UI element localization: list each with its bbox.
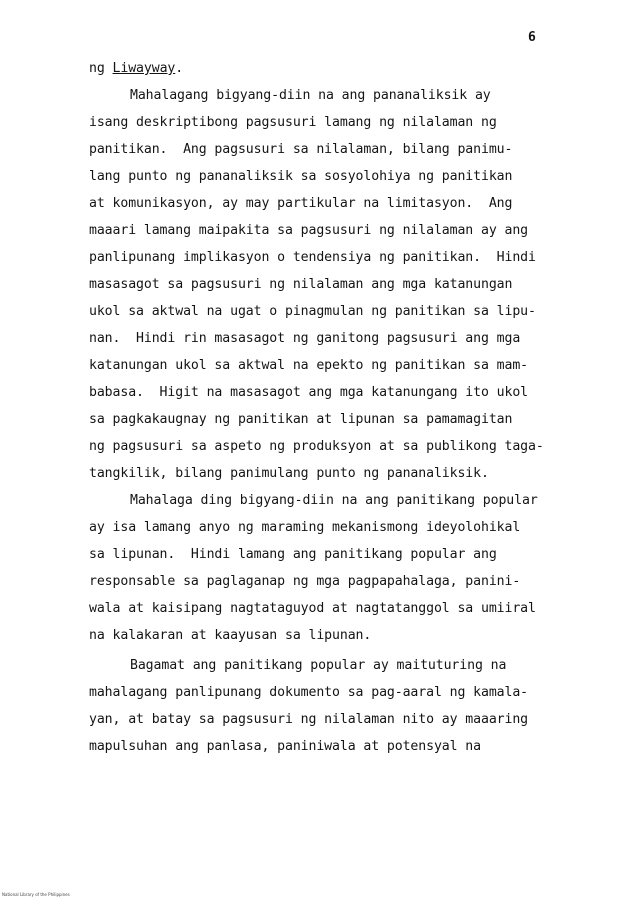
- line-suffix: .: [175, 61, 184, 76]
- text-line: wala at kaisipang nagtataguyod at nagtatanggol sa umiiral: [89, 601, 536, 616]
- text-line: ay isa lamang anyo ng maraming mekanismong ideyolohikal: [89, 520, 521, 535]
- text-line: panitikan. Ang pagsusuri sa nilalaman, bilang panimu-: [89, 142, 513, 157]
- footer-watermark: National Library of the Philippines: [2, 892, 70, 897]
- text-line: Bagamat ang panitikang popular ay maituturing na: [130, 658, 507, 673]
- text-line: isang deskriptibong pagsusuri lamang ng nilalaman ng: [89, 115, 497, 130]
- text-line: sa pagkakaugnay ng panitikan at lipunan sa pamamagitan: [89, 412, 513, 427]
- text-line: masasagot sa pagsusuri ng nilalaman ang mga katanungan: [89, 277, 513, 292]
- text-line: mahalagang panlipunang dokumento sa pag-aaral ng kamala-: [89, 685, 529, 700]
- text-line: panlipunang implikasyon o tendensiya ng panitikan. Hindi: [89, 250, 536, 265]
- text-line: yan, at batay sa pagsusuri ng nilalaman nito ay maaaring: [89, 712, 529, 727]
- text-line: tangkilik, bilang panimulang punto ng pananaliksik.: [89, 466, 489, 481]
- text-line: lang punto ng pananaliksik sa sosyolohiya ng panitikan: [89, 169, 513, 184]
- text-line: na kalakaran at kaayusan sa lipunan.: [89, 628, 372, 643]
- text-line: responsable sa paglaganap ng mga pagpapahalaga, panini-: [89, 574, 521, 589]
- text-line: sa lipunan. Hindi lamang ang panitikang popular ang: [89, 547, 497, 562]
- text-line: maaari lamang maipakita sa pagsusuri ng nilalaman ay ang: [89, 223, 529, 238]
- text-line: ukol sa aktwal na ugat o pinagmulan ng panitikan sa lipu-: [89, 304, 536, 319]
- text-line: mapulsuhan ang panlasa, paniniwala at potensyal na: [89, 739, 481, 754]
- magazine-title: Liwayway: [112, 61, 176, 76]
- text-line: at komunikasyon, ay may partikular na limitasyon. Ang: [89, 196, 513, 211]
- text-line: Mahalaga ding bigyang-diin na ang panitikang popular: [130, 493, 538, 508]
- text-line: nan. Hindi rin masasagot ng ganitong pagsusuri ang mga: [89, 331, 521, 346]
- text-line: babasa. Higit na masasagot ang mga katanungang ito ukol: [89, 385, 529, 400]
- page-number: 6: [528, 30, 536, 45]
- text-line: Mahalagang bigyang-diin na ang pananaliksik ay: [130, 88, 491, 103]
- line-prefix: ng: [89, 61, 113, 76]
- text-line: katanungan ukol sa aktwal na epekto ng panitikan sa mam-: [89, 358, 529, 373]
- text-line-1: [89, 61, 183, 77]
- text-line: ng pagsusuri sa aspeto ng produksyon at sa publikong taga-: [89, 439, 544, 454]
